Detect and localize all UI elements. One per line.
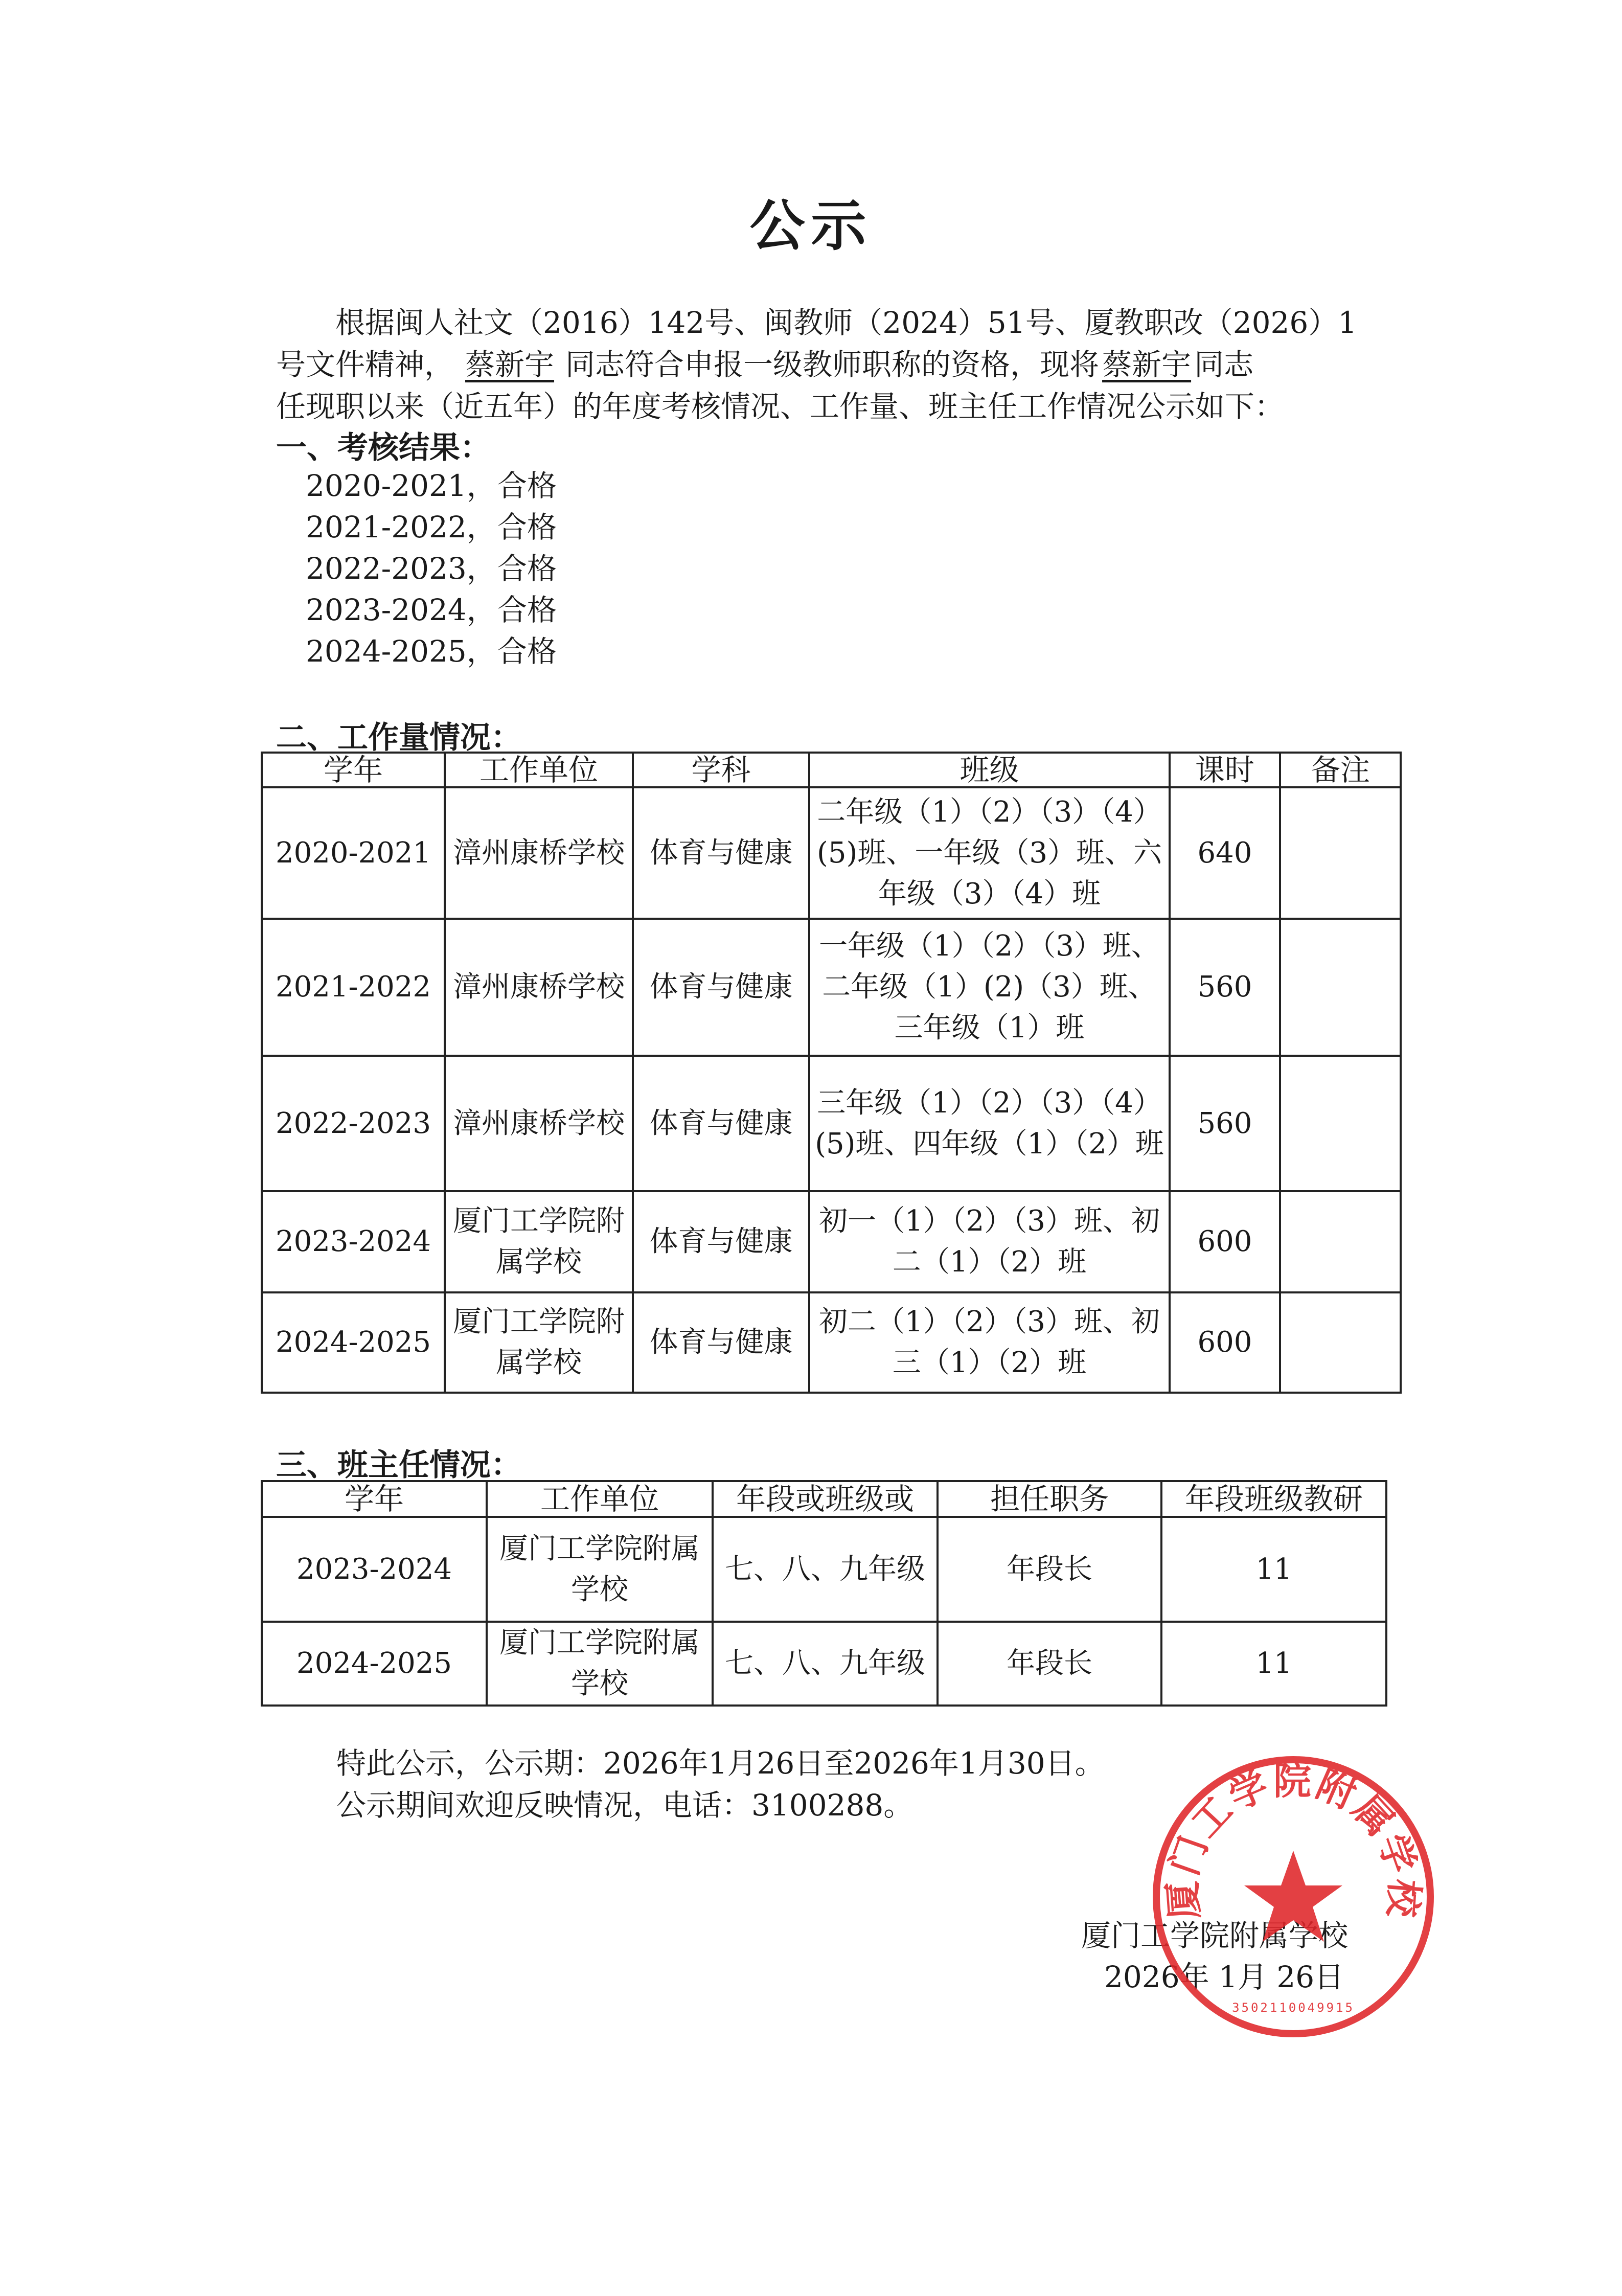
cell-note — [1280, 787, 1401, 919]
section-heading-workload: 二、工作量情况： — [276, 720, 521, 756]
cell-classes: 一年级（1）（2）（3）班、二年级（1）(2)（3）班、三年级（1）班 — [809, 919, 1170, 1056]
assessment-row — [306, 589, 557, 631]
cell-role: 年段长 — [938, 1517, 1161, 1622]
table-row — [262, 1191, 1401, 1292]
seal-text: 厦门工学院附属学校 — [1160, 1759, 1427, 1921]
cell-year: 2020-2021 — [262, 787, 445, 919]
intro-text: 同志 — [1194, 347, 1254, 382]
assessment-result: 合格 — [497, 634, 557, 669]
assessment-row — [306, 631, 557, 672]
cell-unit: 厦门工学院附属学校 — [487, 1517, 713, 1622]
workload-table — [261, 752, 1402, 1394]
assessment-year: 2022-2023， — [306, 551, 496, 586]
cell-grade: 七、八、九年级 — [713, 1622, 938, 1706]
cell-subject: 体育与健康 — [633, 1056, 809, 1191]
table-row — [262, 1622, 1386, 1706]
assessment-year: 2020-2021， — [306, 468, 496, 503]
cell-subject: 体育与健康 — [633, 1292, 809, 1393]
cell-hours: 600 — [1170, 1191, 1280, 1292]
assessment-row — [306, 548, 557, 589]
cell-year: 2023-2024 — [262, 1517, 487, 1622]
cell-unit: 漳州康桥学校 — [445, 1056, 633, 1191]
applicant-name-repeat: 蔡新宇 — [1102, 347, 1192, 382]
cell-hours: 640 — [1170, 787, 1280, 919]
cell-note — [1280, 1292, 1401, 1393]
cell-unit: 漳州康桥学校 — [445, 787, 633, 919]
intro-paragraph — [276, 302, 1390, 427]
cell-subject: 体育与健康 — [633, 787, 809, 919]
table-header-row — [262, 753, 1401, 787]
assessment-result: 合格 — [497, 593, 557, 627]
issuing-organization: 厦门工学院附属学校 — [1081, 1918, 1349, 1953]
applicant-name: 蔡新宇 — [465, 347, 555, 382]
cell-subject: 体育与健康 — [633, 1191, 809, 1292]
table-row — [262, 787, 1401, 919]
cell-year: 2023-2024 — [262, 1191, 445, 1292]
assessment-result: 合格 — [497, 510, 557, 544]
official-seal — [1150, 1754, 1436, 2040]
column-header: 学年 — [262, 1481, 487, 1517]
cell-unit: 厦门工学院附属学校 — [445, 1292, 633, 1393]
cell-grade: 七、八、九年级 — [713, 1517, 938, 1622]
contact-info: 公示期间欢迎反映情况，电话：3100288。 — [336, 1788, 913, 1823]
assessment-year: 2023-2024， — [306, 593, 496, 627]
assessment-row — [306, 507, 557, 548]
intro-line-2 — [276, 344, 1390, 385]
cell-unit: 厦门工学院附属学校 — [487, 1622, 713, 1706]
assessment-year: 2024-2025， — [306, 634, 496, 669]
cell-year: 2022-2023 — [262, 1056, 445, 1191]
issue-date: 2026年 1月 26日 — [1104, 1960, 1344, 1994]
cell-year: 2021-2022 — [262, 919, 445, 1056]
cell-classes: 二年级（1）（2）（3）（4）(5)班、一年级（3）班、六年级（3）（4）班 — [809, 787, 1170, 919]
head-teacher-table — [261, 1480, 1387, 1707]
cell-classes: 初一（1）（2）（3）班、初二（1）（2）班 — [809, 1191, 1170, 1292]
seal-star-icon — [1244, 1851, 1342, 1942]
assessment-result: 合格 — [497, 468, 557, 503]
cell-note — [1280, 1191, 1401, 1292]
assessment-results — [306, 465, 557, 672]
notice-period: 特此公示，公示期：2026年1月26日至2026年1月30日。 — [336, 1746, 1105, 1781]
cell-count: 11 — [1161, 1622, 1386, 1706]
cell-year: 2024-2025 — [262, 1622, 487, 1706]
cell-classes: 初二（1）（2）（3）班、初三（1）（2）班 — [809, 1292, 1170, 1393]
page-title: 公示 — [749, 194, 873, 258]
section-heading-assessment: 一、考核结果： — [276, 430, 491, 466]
cell-note — [1280, 919, 1401, 1056]
cell-role: 年段长 — [938, 1622, 1161, 1706]
column-header: 工作单位 — [487, 1481, 713, 1517]
column-header: 学年 — [262, 753, 445, 787]
cell-count: 11 — [1161, 1517, 1386, 1622]
intro-line-1: 根据闽人社文（2016）142号、闽教师（2024）51号、厦教职改（2026）1 — [335, 305, 1357, 340]
cell-unit: 厦门工学院附属学校 — [445, 1191, 633, 1292]
column-header: 学科 — [633, 753, 809, 787]
cell-hours: 560 — [1170, 919, 1280, 1056]
cell-classes: 三年级（1）（2）（3）（4）(5)班、四年级（1）（2）班 — [809, 1056, 1170, 1191]
table-row — [262, 1056, 1401, 1191]
column-header: 担任职务 — [938, 1481, 1161, 1517]
table-header-row — [262, 1481, 1386, 1517]
cell-year: 2024-2025 — [262, 1292, 445, 1393]
intro-text: 号文件精神， — [276, 347, 454, 382]
seal-code: 3502110049915 — [1232, 2001, 1355, 2015]
column-header: 工作单位 — [445, 753, 633, 787]
assessment-row — [306, 465, 557, 507]
section-heading-head-teacher: 三、班主任情况： — [276, 1447, 521, 1483]
intro-text: 同志符合申报一级教师职称的资格，现将 — [565, 347, 1100, 382]
cell-unit: 漳州康桥学校 — [445, 919, 633, 1056]
column-header: 年段或班级或 — [713, 1481, 938, 1517]
cell-hours: 600 — [1170, 1292, 1280, 1393]
assessment-year: 2021-2022， — [306, 510, 496, 544]
column-header: 课时 — [1170, 753, 1280, 787]
column-header: 备注 — [1280, 753, 1401, 787]
assessment-result: 合格 — [497, 551, 557, 586]
table-row — [262, 1517, 1386, 1622]
table-row — [262, 919, 1401, 1056]
cell-note — [1280, 1056, 1401, 1191]
table-row — [262, 1292, 1401, 1393]
cell-hours: 560 — [1170, 1056, 1280, 1191]
cell-subject: 体育与健康 — [633, 919, 809, 1056]
column-header: 班级 — [809, 753, 1170, 787]
intro-line-3: 任现职以来（近五年）的年度考核情况、工作量、班主任工作情况公示如下： — [276, 389, 1285, 424]
column-header: 年段班级教研 — [1161, 1481, 1386, 1517]
